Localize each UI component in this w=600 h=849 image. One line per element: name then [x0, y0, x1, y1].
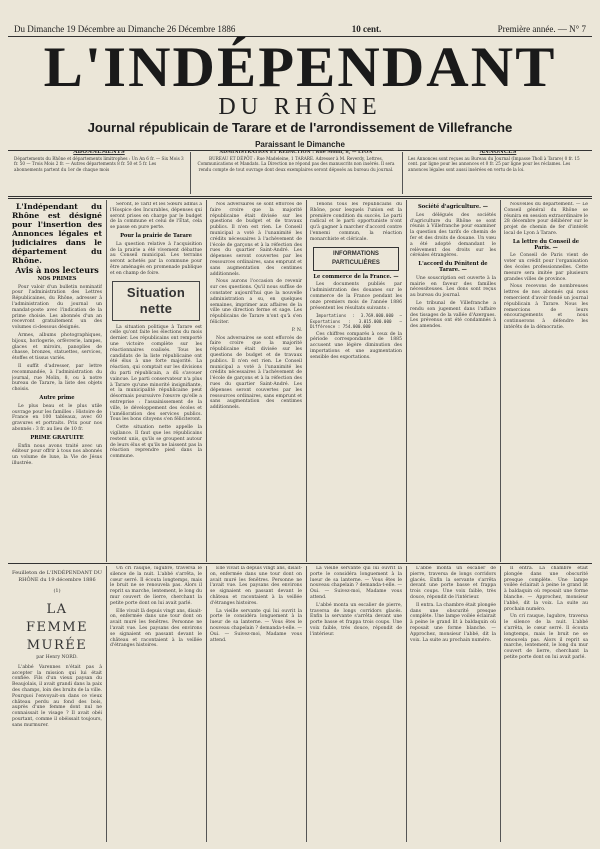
- lower-c2: Un cri rauque, lugubre, traversa le silence de la nuit. L'abbé s'arrêta, le cœur serré. Il écouta longtemps, mais le bruit ne se renouvela pas. Alors il reprit sa marche, lentement, le long du mur couvert de lierre, cherchant la petite porte dont on lui avait parlé.: [110, 566, 202, 606]
- col1-body5: Enfin nous avons traité avec un éditeur pour offrir à tous nos abonnés un volume de luxe, la Vie de Jésus illustrée.: [12, 443, 102, 466]
- commerce-table: Importations : 3.769.000.000 — Exportations : 3.015.000.000 — Différence : 754.000.000: [310, 313, 402, 330]
- prairie-title: Pour la prairie de Tarare: [120, 232, 192, 239]
- divider: [406, 200, 407, 562]
- divider: [106, 566, 107, 842]
- legal-notice: L'Indépendant du Rhône est désigné pour l'insertion des Annonces légales et judiciaires dans le département du Rhône.: [12, 202, 102, 265]
- commerce-title: Le commerce de la France. —: [313, 273, 399, 280]
- administration-heading: ADMINISTRATION ET RÉDACTION : Rue Molin, 8, — LYON: [219, 150, 373, 155]
- conseil-title: La lettre du Conseil de Paris. —: [512, 238, 580, 251]
- lower-c3b: Elle vivait là depuis vingt ans, disait-on, enfermée dans une tour dont on avait muré les fenêtres. Personne ne l'avait vue. Les paysans des environs se signaient en passant devant le château et racontaient à la veillée d'étranges histoires.: [210, 566, 302, 606]
- feuilleton-author: par Henry NORD.: [36, 655, 78, 660]
- col2-prairie: La question relative à l'acquisition de la prairie a été vivement débattue au Conseil municipal. Les terrains seront achetés par la commune pour être aménagés en promenade publique et en champ de foire.: [110, 241, 202, 276]
- column-4: [310, 202, 402, 560]
- agriculture-title: Société d'agriculture. —: [418, 204, 488, 210]
- lower-c6: Il entra. La chambre était plongée dans une obscurité presque complète. Une lampe voilée éclairait à peine le grand lit à baldaquin où reposait une forme blanche. — Approchez, monsieur l'abbé, dit la voix. La suite au prochain numéro.: [410, 602, 496, 643]
- annonces-text: Les Annonces sont reçues au Bureau du Journal (Impasse Tholl à Tarare) 0 fr. 15 cent. par ligne pour les annonces et 0 fr. 25 par ligne pour les réclames. Les annonces légales sont aussi insérées en vertu de la loi.: [408, 155, 580, 172]
- issue-number: Première année. — N° 7: [497, 24, 586, 34]
- divider: [206, 200, 207, 562]
- abonnements-text: Départements du Rhône et départements limitrophes : Un An 6 fr. — Six Mois 3 fr. 50 — Trois Mois 2 fr. — Autres départements 8 fr. 50 et 5 fr. Les abonnements partent du 1er de chaque mois: [14, 155, 184, 172]
- divider: [402, 152, 403, 194]
- feuilleton-rule: [8, 563, 592, 564]
- autre-prime-title: Autre prime: [39, 394, 75, 401]
- lower-column-4: [310, 566, 402, 842]
- col6-body2: Le Conseil de Paris vient de voter un crédit pour l'organisation des écoles professionnelles. Cette mesure sera imitée par plusieurs grandes villes de province.: [504, 253, 588, 282]
- annonces-box: [408, 150, 588, 194]
- lower-c4b: La vieille servante qui lui ouvrit la porte le considéra longuement à la lueur de sa lanterne. — Vous êtes le nouveau chapelain ? demanda-t-elle. — Oui. — Suivez-moi, Madame vous attend.: [310, 566, 402, 600]
- feuilleton-number: (1): [53, 588, 61, 594]
- issue-dates: Du Dimanche 19 Décembre au Dimanche 26 Décembre 1886: [14, 24, 236, 34]
- col3-body2: Nous aurons l'occasion de revenir sur ces questions. Qu'il nous suffise de constater aujourd'hui que la nouvelle administration a su, en quelques semaines, imprimer aux affaires de la ville une direction ferme et sage. Les républicains de Tarare n'ont qu'à s'en féliciter.: [210, 279, 302, 325]
- col3-body: Nos adversaires se sont efforcés de faire croire que la majorité républicaine était divisée sur les questions de budget et de travaux publics. Il n'en est rien. Le Conseil municipal a voté à l'unanimité les crédits nécessaires à l'achèvement de l'école de garçons et à la réfection des rues du quartier Saint-André. Les dépenses seront couvertes par les ressources ordinaires, sans emprunt et sans augmentation des centimes additionnels.: [210, 202, 302, 277]
- abonnements-heading: ABONNEMENTS: [73, 150, 125, 155]
- masthead-tagline: Journal républicain de Tarare et de l'arrondissement de Villefranche: [87, 120, 513, 135]
- feuilleton-label: Feuilleton de L'INDÉPENDANT DU RHÔNE du 19 décembre 1886: [12, 570, 102, 583]
- divider: [206, 566, 207, 842]
- column-3: [210, 202, 302, 560]
- divider: [406, 566, 407, 842]
- lower-c3: Elle vivait là depuis vingt ans, disait-on, enfermée dans une tour dont on avait muré les fenêtres. Personne ne l'avait vue. Les paysans des environs se signaient en passant devant le château et racontaient à la veillée d'étranges histoires.: [110, 608, 202, 649]
- col4-commerce: Les documents publiés par l'administration des douanes sur le commerce de la France pendant les onze premiers mois de l'année 1886 présentent les résultats suivants :: [310, 282, 402, 311]
- situation-nette-title: Situation nette: [112, 281, 200, 321]
- col5-body2: Une souscription est ouverte à la mairie en faveur des familles nécessiteuses. Les dons sont reçus au bureau du journal.: [410, 275, 496, 299]
- column-6: [504, 202, 588, 560]
- lower-c2b: Un cri rauque, lugubre, traversa le silence de la nuit. L'abbé s'arrêta, le cœur serré. Il écouta longtemps, mais le bruit ne se renouvela pas. Alors il reprit sa marche, lentement, le long du mur couvert de lierre, cherchant la petite porte dont on lui avait parlé.: [504, 614, 588, 660]
- divider: [106, 200, 107, 562]
- col4-body: Tenons tous les républicains du Rhône, pour lesquels l'union est la première condition du succès. Le parti radical et le parti opportuniste n'ont qu'à gagner à marcher d'accord contre l'ennemi commun, la réaction monarchiste et cléricale.: [310, 202, 402, 242]
- lower-c4: La vieille servante qui lui ouvrit la porte le considéra longuement à la lueur de sa lanterne. — Vous êtes le nouveau chapelain ? demanda-t-elle. — Oui. — Suivez-moi, Madame vous attend.: [210, 608, 302, 643]
- col2-situation: La situation politique à Tarare est celle qu'ont faite les élections du mois dernier. Les républicains ont remporté une victoire complète sur les réactionnaires coalisés. Tous les candidats de la liste républicaine ont été élus à une forte majorité. La réaction, qui comptait sur les divisions du parti républicain, a dû s'avouer vaincue. Le parti conservateur n'a plus à Tarare qu'une minorité insignifiante, et la municipalité républicaine peut désormais poursuivre l'œuvre qu'elle a entreprise : l'assainissement de la ville, le développement des écoles et l'amélioration des services publics. Tous les bons citoyens s'en féliciteront.: [110, 324, 202, 423]
- divider: [306, 566, 307, 842]
- col2-situation2: Cette situation nette appelle la vigilance. Il faut que les républicains restent unis, qu'ils se groupent autour de leurs élus et qu'ils ne laissent pas la réaction reprendre pied dans la commune.: [110, 425, 202, 460]
- date-line: [14, 23, 586, 35]
- administration-box: [196, 150, 396, 194]
- col6-body1: Nouvelles du département. — Le Conseil général du Rhône se réunira en session extraordinaire le 28 décembre pour délibérer sur le projet de chemin de fer d'intérêt local de Lyon à Tarare.: [504, 202, 588, 236]
- feuilleton-title-a: LA: [46, 602, 68, 617]
- lower-c6b: Il entra. La chambre était plongée dans une obscurité presque complète. Une lampe voilée éclairait à peine le grand lit à baldaquin où reposait une forme blanche. — Approchez, monsieur l'abbé, dit la voix. La suite au prochain numéro.: [504, 566, 588, 612]
- column-2: [110, 202, 202, 560]
- col5-body1: Les délégués des sociétés d'agriculture du Rhône se sont réunis à Villefranche pour examiner la question des tarifs de chemin de fer et des droits de douane. Un vœu a été adopté demandant le relèvement des droits sur les céréales étrangères.: [410, 212, 496, 259]
- info-title: INFORMATIONS PARTICULIÈRES: [313, 247, 399, 271]
- col1-body2: Armes, albums photographiques, bijoux, horlogerie, orfèvrerie, lampes, glaces et miroirs, panoplies de chasse, bronzes, statuettes, services, étoffes et tissus variés.: [12, 332, 102, 362]
- lower-column-3: [210, 566, 302, 842]
- masthead-subtitle: DU RHÔNE: [218, 94, 382, 120]
- feuilleton-column: [12, 566, 102, 842]
- prime-gratuite-title: PRIME GRATUITE: [30, 434, 84, 441]
- info-rule-bottom: [8, 196, 592, 197]
- administration-text: BUREAU ET DÉPÔT : Rue Madeleine, 1 TARARE. Adresser à M. Reverdy, Lettres, Communications et Mandats. La Direction ne répond pas des manuscrits non insérés. Il sera rendu compte de tout ouvrage dont deux exemplaires seront déposés au bureau du journal.: [197, 155, 395, 172]
- feuilleton-title-b: FEMME MURÉE: [25, 620, 89, 653]
- abonnements-box: [14, 150, 184, 194]
- col1-body1: Pour valoir d'un bulletin nominatif pour l'administration des Lettres Républicaines, du Rhône, adresser à l'administration du journal un mandat-poste avec l'indication de la prime choisie. Les abonnés d'un an recevront gratuitement un des volumes ci-dessous désignés.: [12, 284, 102, 331]
- issue-price: 10 cent.: [351, 24, 382, 34]
- col3-body-repeat: Nos adversaires se sont efforcés de faire croire que la majorité républicaine était divisée sur les questions de budget et de travaux publics. Il n'en est rien. Le Conseil municipal a voté à l'unanimité les crédits nécessaires à l'achèvement de l'école de garçons et à la réfection des rues du quartier Saint-André. Les dépenses seront couvertes par les ressources ordinaires, sans emprunt et sans augmentation des centimes additionnels.: [210, 335, 302, 411]
- col6-body3: Nous recevons de nombreuses lettres de nos abonnés qui nous remercient d'avoir fondé un journal républicain à Tarare. Nous les remercions de leurs encouragements et nous continuerons à défendre les intérêts de la démocratie.: [504, 284, 588, 330]
- lower-c5b: L'abbé monta un escalier de pierre, traversa de longs corridors glacés. Enfin la servante s'arrêta devant une porte basse et frappa trois coups. Une voix faible, très douce, répondit de l'intérieur.: [410, 566, 496, 600]
- col1-body3: Il suffit d'adresser, par lettre recommandée, à l'administration du journal, rue Molin, 8, ou à notre bureau de Tarare, la liste des objets choisis.: [12, 363, 102, 393]
- info-rule-bottom-2: [8, 198, 592, 199]
- col3-signature: P. N.: [291, 327, 302, 333]
- primes-title: NOS PRIMES: [37, 275, 77, 282]
- publication-frequency: Paraissant le Dimanche: [255, 140, 345, 149]
- lower-c5: L'abbé monta un escalier de pierre, traversa de longs corridors glacés. Enfin la servante s'arrêta devant une porte basse et frappa trois coups. Une voix faible, très douce, répondit de l'intérieur.: [310, 602, 402, 637]
- col1-body4: Le plus beau et le plus utile ouvrage pour les familles : Histoire de France en 100 tableaux, avec 60 gravures et portraits. Prix pour nos abonnés : 3 fr. au lieu de 10 fr.: [12, 403, 102, 432]
- col4-body2: Ces chiffres comparés à ceux de la période correspondante de 1885 accusent une légère diminution des importations et une augmentation sensible des exportations.: [310, 331, 402, 360]
- divider: [190, 152, 191, 194]
- divider: [306, 200, 307, 562]
- column-1: [12, 202, 102, 560]
- col2-top: Seront, le Tarif et les Sœurs admis à l'Hospice des Incurables, dépenses qui seront prises en charge par le budget de la commune et celui de l'État, cela se passe en pure perte.: [110, 202, 202, 231]
- divider: [500, 566, 501, 842]
- divider: [500, 200, 501, 562]
- col5-body3: Le tribunal de Villefranche a rendu son jugement dans l'affaire des tissages de la vallée d'Azergues. Les prévenus ont été condamnés à des amendes.: [410, 300, 496, 330]
- annonces-heading: ANNONCES: [479, 150, 517, 155]
- avis-title: Avis à nos lecteurs: [15, 265, 99, 275]
- lower-column-5: [410, 566, 496, 842]
- masthead-title: L'INDÉPENDANT: [43, 36, 557, 99]
- lower-column-6: [504, 566, 588, 842]
- column-5: [410, 202, 496, 560]
- lower-column-2: [110, 566, 202, 842]
- penitent-title: L'accord du Pénitent de Tarare. —: [418, 261, 488, 273]
- feuilleton-body: L'abbé Varennes n'était pas à accepter la mission qui lui était confiée. Fils d'un vieux paysan du Beaujolais, il avait grandi dans la paix des champs, loin des bruits de la ville. Pourquoi l'envoyait-on dans ce vieux château perdu au fond des bois, auprès d'une femme dont nul ne connaissait le visage ? Il avait obéi pourtant, comme il obéissait toujours, sans murmurer.: [12, 664, 102, 728]
